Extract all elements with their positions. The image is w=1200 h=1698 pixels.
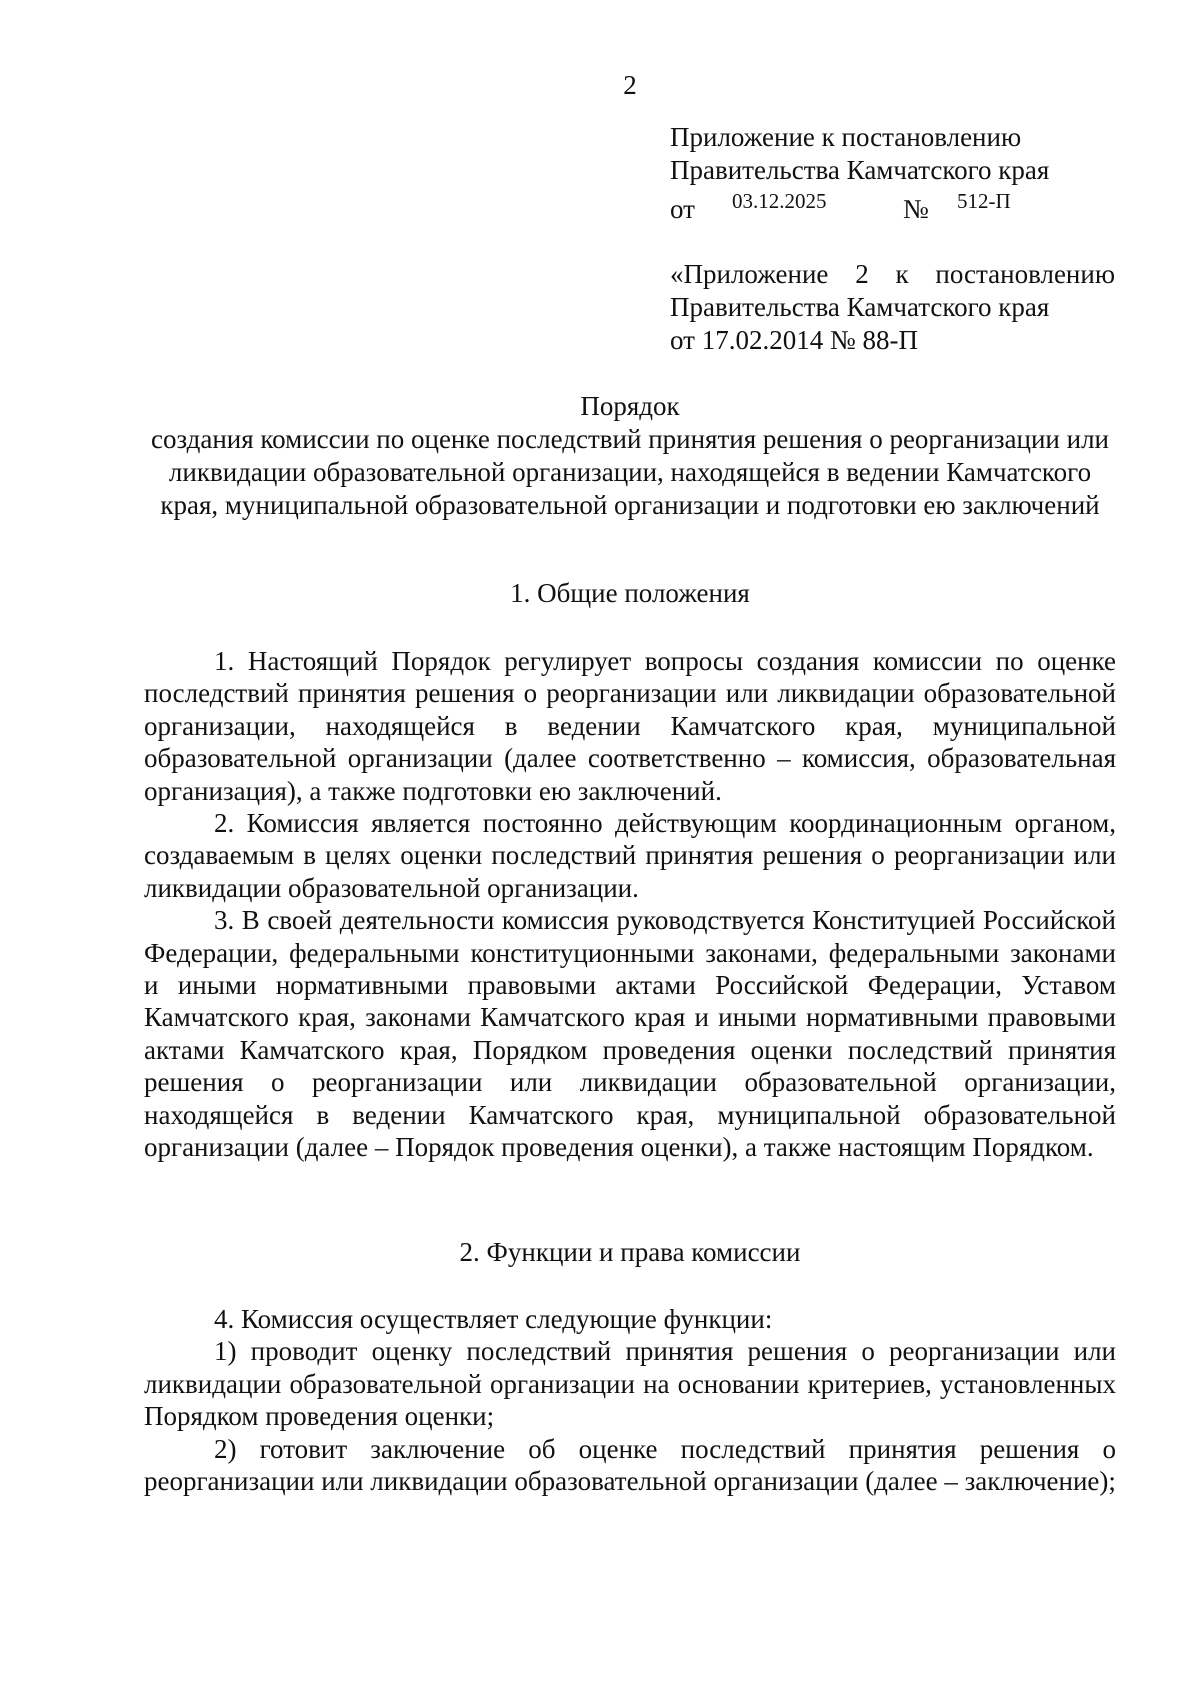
paragraph-3: 3. В своей деятельности комиссия руководствуется Конституцией Российской Федерации, федеральными конституционными законами, федеральными законами и иными нормативными правовыми актами Российской Федерации, Уставом Камчатского края, законами Камчатского края и иными нормативными правовыми актами Камчатского края, Порядком проведения оценки последствий принятия решения о реорганизации или ликвидации образовательной организации, находящейся в ведении Камчатского края, муниципальной образовательной организации (далее – Порядок проведения оценки), а также настоящим Порядком. (144, 905, 1116, 1163)
paragraph-1: 1. Настоящий Порядок регулирует вопросы создания комиссии по оценке последствий принятия решения о реорганизации или ликвидации образовательной организации, находящейся в ведении Камчатского края, муниципальной образовательной организации (далее соответственно – комиссия, образовательная организация), а также подготовки ею заключений. (144, 646, 1116, 806)
resolution-date: 03.12.2025 (732, 189, 827, 213)
section1-body (144, 645, 1116, 1164)
document-title (145, 390, 1115, 522)
paragraph-4-item-1: 1) проводит оценку последствий принятия решения о реорганизации или ликвидации образовательной организации на основании критериев, установленных Порядком проведения оценки; (144, 1336, 1116, 1432)
section2-body (144, 1303, 1116, 1497)
appendix-current-line1: Приложение к постановлению (670, 122, 1022, 152)
page-number: 2 (623, 70, 637, 100)
appendix-original-line1: «Приложение 2 к постановлению (670, 259, 1115, 289)
appendix-original-line2: Правительства Камчатского края (670, 292, 1050, 322)
title-line2: создания комиссии по оценке последствий принятия решения о реорганизации или ликвидации образовательной организации, находящейся в ведении Камчатского края, муниципальной образовательной организации и подготовки ею заключений (150, 424, 1110, 520)
appendix-original-block (670, 258, 1115, 357)
date-prefix: от (670, 194, 695, 224)
title-line1: Порядок (580, 391, 680, 421)
resolution-number: 512-П (957, 189, 1011, 213)
appendix-current-line2: Правительства Камчатского края (670, 155, 1050, 185)
number-sign: № (903, 194, 929, 224)
appendix-original-line3: от 17.02.2014 № 88-П (670, 325, 918, 355)
section1-heading: 1. Общие положения (510, 578, 750, 608)
paragraph-4-item-2: 2) готовит заключение об оценке последствий принятия решения о реорганизации или ликвидации образовательной организации (далее – заключение); (144, 1433, 1116, 1497)
section2-heading: 2. Функции и права комиссии (459, 1237, 801, 1267)
paragraph-4: 4. Комиссия осуществляет следующие функции: (214, 1304, 773, 1334)
appendix-date-line (670, 187, 1049, 224)
paragraph-2: 2. Комиссия является постоянно действующим координационным органом, создаваемым в целях оценки последствий принятия решения о реорганизации или ликвидации образовательной организации. (144, 808, 1116, 903)
appendix-current-block (670, 121, 1050, 224)
